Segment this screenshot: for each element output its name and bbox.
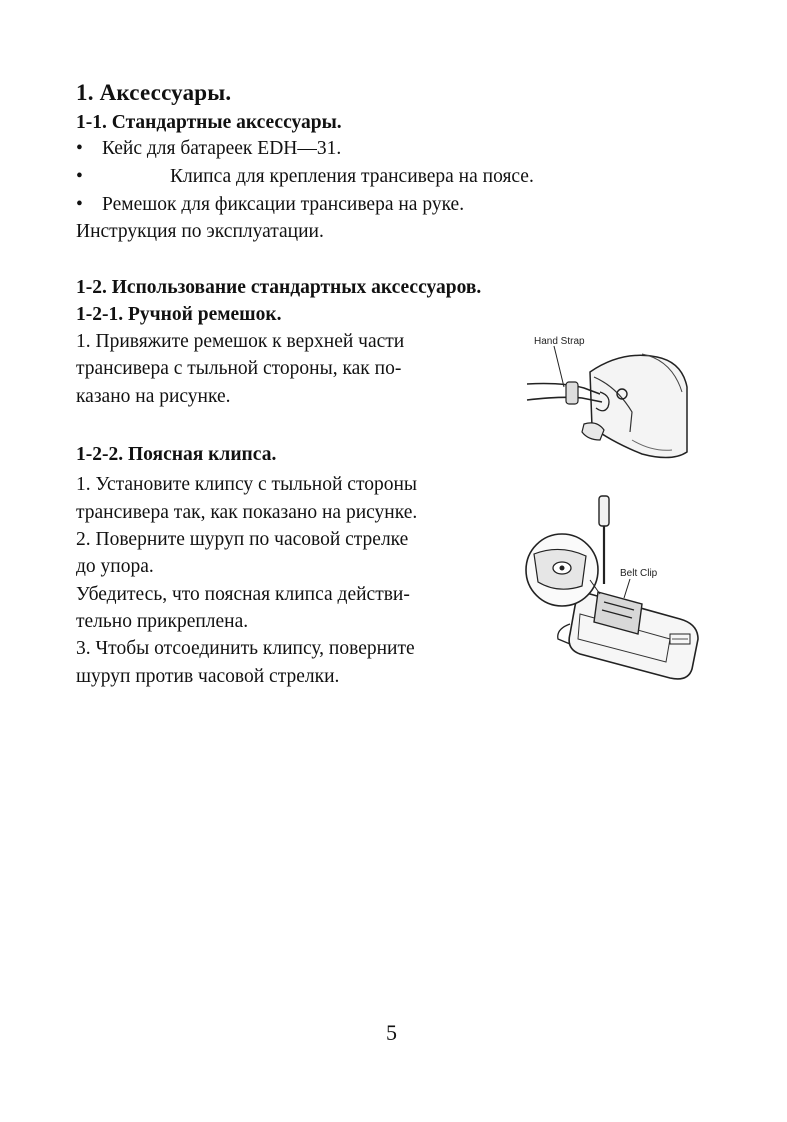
bullet-item: • Клипса для крепления трансивера на поясе. — [76, 166, 534, 187]
bullet-item: • Кейс для батареек EDH—31. — [76, 138, 342, 159]
bullet-item: • Ремешок для фиксации трансивера на руке. — [76, 194, 465, 215]
belt-clip-illustration — [520, 494, 705, 684]
section-title: 1. Аксессуары. — [76, 80, 232, 105]
belt-clip-text: 3. Чтобы отсоединить клипсу, поверните — [76, 638, 415, 659]
page-number: 5 — [386, 1020, 397, 1045]
belt-clip-text: трансивера так, как показано на рисунке. — [76, 502, 418, 523]
hand-strap-illustration — [522, 332, 692, 467]
belt-clip-text: 1. Установите клипсу с тыльной стороны — [76, 474, 417, 495]
bullet-icon: • — [76, 194, 83, 215]
hand-strap-text: трансивера с тыльной стороны, как по- — [76, 358, 402, 379]
subsubsection-title-belt-clip: 1-2-2. Поясная клипса. — [76, 444, 277, 465]
subsection-title-standard: 1-1. Стандартные аксессуары. — [76, 112, 342, 133]
belt-clip-text: до упора. — [76, 556, 154, 577]
belt-clip-figure-label: Belt Clip — [620, 568, 658, 579]
subsubsection-title-hand-strap: 1-2-1. Ручной ремешок. — [76, 304, 282, 325]
bullet-icon: • — [76, 166, 83, 187]
hand-strap-text: казано на рисунке. — [76, 386, 231, 407]
hand-strap-text: 1. Привяжите ремешок к верхней части — [76, 331, 405, 352]
belt-clip-text: шуруп против часовой стрелки. — [76, 666, 340, 687]
subsection-title-usage: 1-2. Использование стандартных аксессуаров. — [76, 277, 482, 298]
belt-clip-text: тельно прикреплена. — [76, 611, 249, 632]
belt-clip-text: Убедитесь, что поясная клипса действи- — [76, 584, 410, 605]
manual-item: Инструкция по эксплуатации. — [76, 221, 324, 242]
bullet-icon: • — [76, 138, 83, 159]
belt-clip-text: 2. Поверните шуруп по часовой стрелке — [76, 529, 409, 550]
hand-strap-figure-label: Hand Strap — [534, 336, 585, 347]
